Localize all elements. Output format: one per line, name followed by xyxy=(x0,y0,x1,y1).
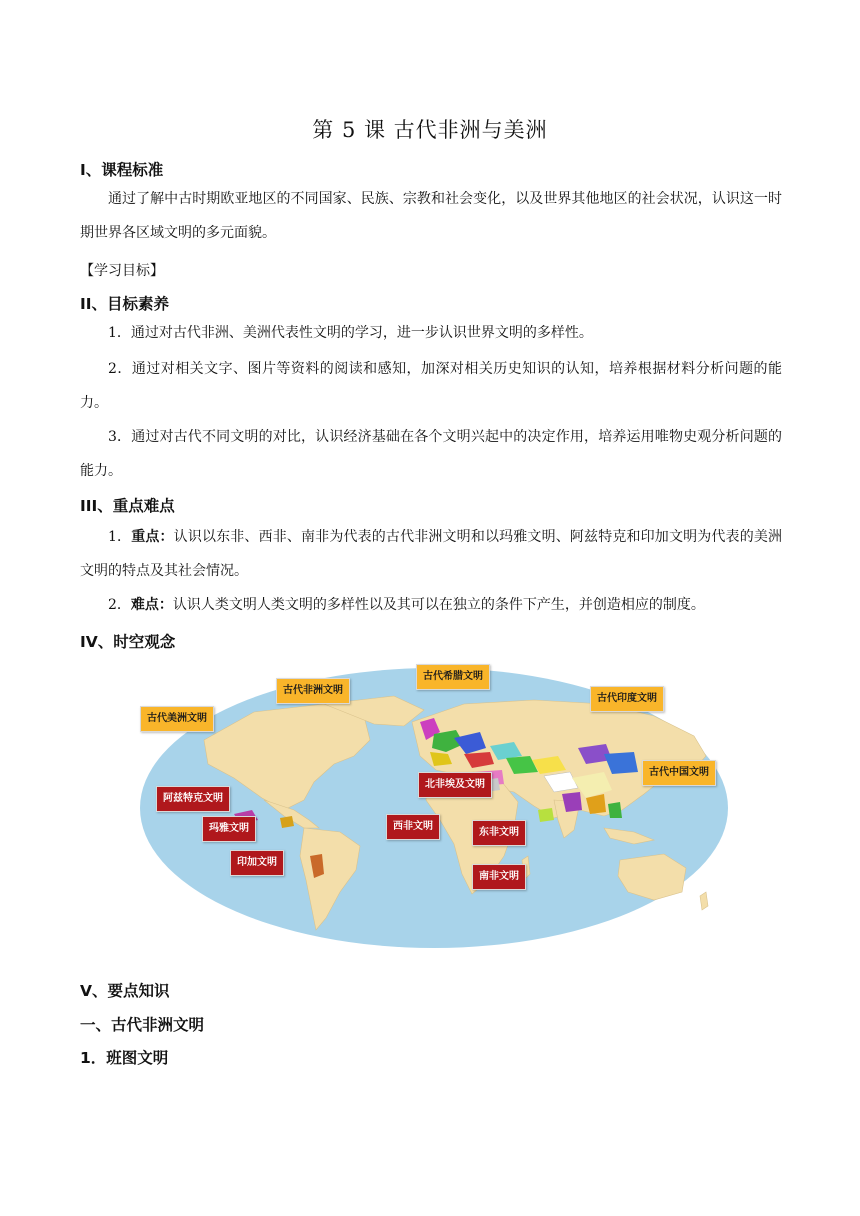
curriculum-paragraph: 通过了解中古时期欧亚地区的不同国家、民族、宗教和社会变化，以及世界其他地区的社会状况，认识这一时期世界各区域文明的多元面貌。 xyxy=(80,191,782,241)
keypoint-2-number: 2． xyxy=(108,597,131,613)
keypoint-1-key: 重点： xyxy=(131,529,174,545)
region-patch xyxy=(280,816,294,828)
map-label-inca: 印加文明 xyxy=(230,850,284,876)
keypoint-2-text: 认识人类文明人类文明的多样性以及其可以在独立的条件下产生，并创造相应的制度。 xyxy=(172,597,705,613)
lesson-title: 第 5 课 古代非洲与美洲 xyxy=(312,118,548,142)
keypoint-2-key: 难点： xyxy=(130,597,173,613)
map-label-maya: 玛雅文明 xyxy=(202,816,256,842)
map-label-west-africa: 西非文明 xyxy=(386,814,440,840)
keypoint-item-1 xyxy=(80,520,782,588)
goal-item-2: 2．通过对相关文字、图片等资料的阅读和感知，加深对相关历史知识的认知，培养根据材料分析问题的能力。 xyxy=(80,361,782,411)
section-heading-bantu: 1．班图文明 xyxy=(80,1049,169,1067)
new-zealand-land xyxy=(700,892,708,910)
map-label-africa: 古代非洲文明 xyxy=(276,678,350,704)
keypoint-1-text: 认识以东非、西非、南非为代表的古代非洲文明和以玛雅文明、阿兹特克和印加文明为代表的美洲文明的特点及其社会情况。 xyxy=(80,529,782,579)
section-heading-keypoints-knowledge: V、要点知识 xyxy=(80,982,170,1000)
map-label-greek: 古代希腊文明 xyxy=(416,664,490,690)
keypoint-item-2 xyxy=(80,588,782,622)
map-label-aztec: 阿兹特克文明 xyxy=(156,786,230,812)
map-label-north-africa-egypt: 北非埃及文明 xyxy=(418,772,492,798)
map-label-south-africa: 南非文明 xyxy=(472,864,526,890)
section-heading-goals: II、目标素养 xyxy=(80,295,170,313)
map-label-east-africa: 东非文明 xyxy=(472,820,526,846)
section-heading-ancient-africa: 一、古代非洲文明 xyxy=(80,1016,205,1034)
keypoint-1-number: 1． xyxy=(108,529,132,545)
map-label-india: 古代印度文明 xyxy=(590,686,664,712)
goal-item-3: 3．通过对古代不同文明的对比，认识经济基础在各个文明兴起中的决定作用，培养运用唯物史观分析问题的能力。 xyxy=(80,429,782,479)
region-patch xyxy=(538,808,554,822)
section-heading-spacetime: IV、时空观念 xyxy=(80,633,176,651)
study-goal-label: 【学习目标】 xyxy=(80,263,164,279)
map-label-china: 古代中国文明 xyxy=(642,760,716,786)
section-heading-keypoints: III、重点难点 xyxy=(80,497,175,515)
section-heading-curriculum: I、课程标准 xyxy=(80,161,164,179)
map-label-america: 古代美洲文明 xyxy=(140,706,214,732)
region-patch xyxy=(608,802,622,818)
goal-item-1: 1．通过对古代非洲、美洲代表性文明的学习，进一步认识世界文明的多样性。 xyxy=(108,325,593,341)
world-civilization-map xyxy=(134,660,744,954)
